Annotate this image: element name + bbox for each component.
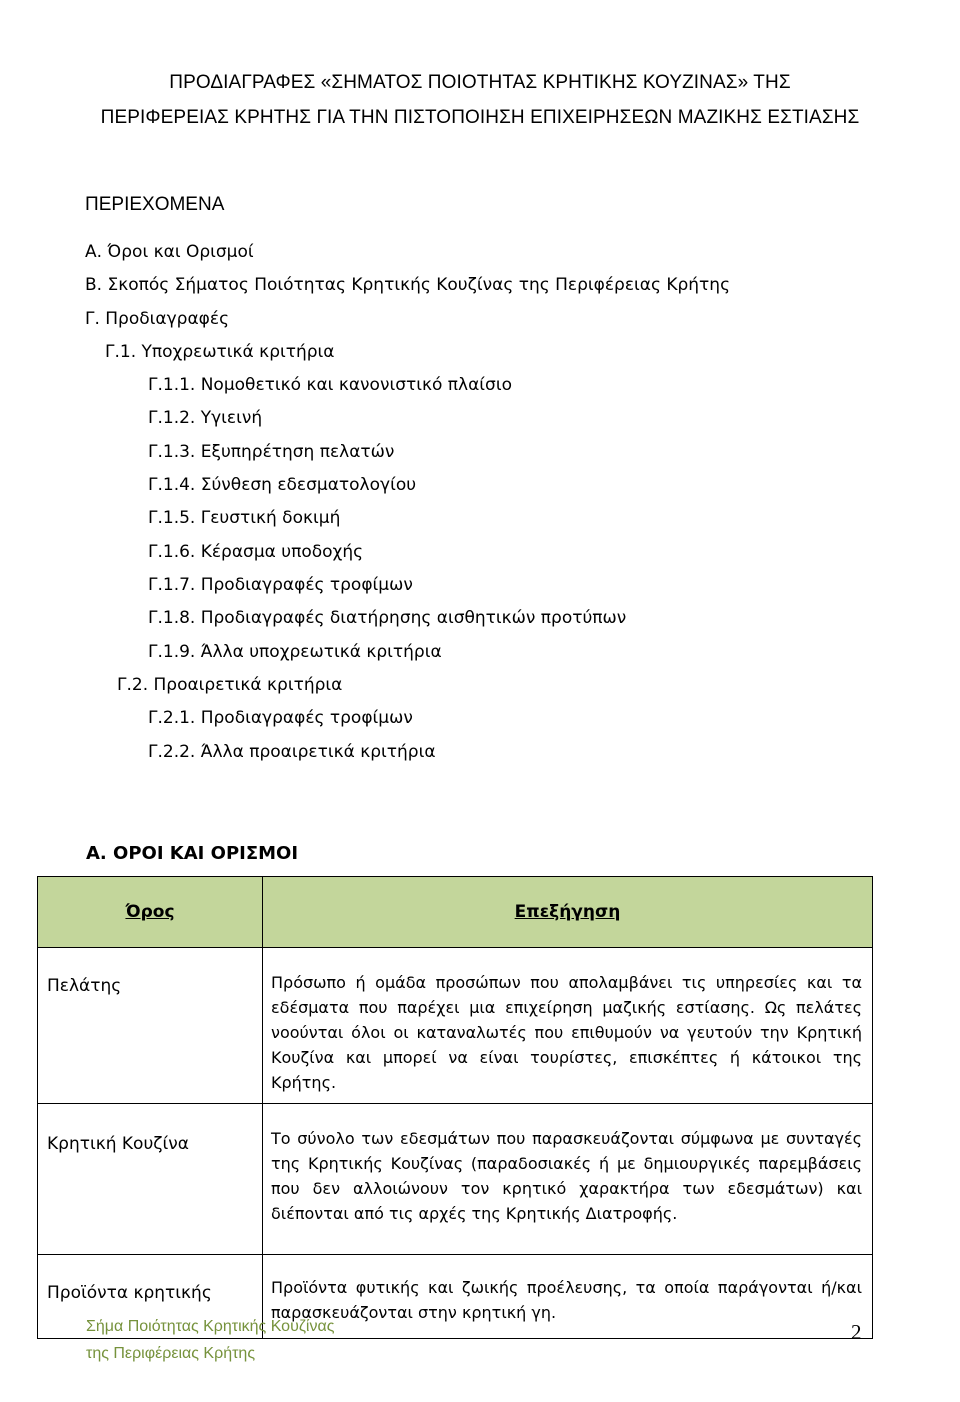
explanation-cell: Πρόσωπο ή ομάδα προσώπων που απολαμβάνει τις υπηρεσίες και τα εδέσματα που παρέχει μια επιχείρηση μαζικής εστίασης. Ως πελάτες νοούνται όλοι οι καταναλωτές που επιθυμούν να γευτούν την Κρητική Κουζίνα και μπορεί να είναι τουρίστες, επισκέπτες ή κάτοικοι της Κρήτης.	[263, 948, 873, 1104]
toc-entry-c1-9: Γ.1.9. Άλλα υποχρεωτικά κριτήρια	[148, 642, 442, 662]
section-a-heading: Α. ΟΡΟΙ ΚΑΙ ΟΡΙΣΜΟΙ	[86, 843, 299, 864]
footer-brand-line-1: Σήμα Ποιότητας Κρητικής Κουζίνας	[86, 1318, 335, 1335]
page-number: 2	[851, 1320, 862, 1344]
term-cell: Κρητική Κουζίνα	[38, 1104, 263, 1255]
toc-entry-c1-1: Γ.1.1. Νομοθετικό και κανονιστικό πλαίσιο	[148, 375, 512, 395]
toc-entry-c1-7: Γ.1.7. Προδιαγραφές τροφίμων	[148, 575, 413, 595]
toc-entry-c1-3: Γ.1.3. Εξυπηρέτηση πελατών	[148, 442, 395, 462]
toc-heading: ΠΕΡΙΕΧΟΜΕΝΑ	[85, 194, 225, 215]
table-header-row	[38, 877, 873, 948]
toc-entry-c2-1: Γ.2.1. Προδιαγραφές τροφίμων	[148, 708, 413, 728]
explanation-cell: Προϊόντα φυτικής και ζωικής προέλευσης, τα οποία παράγονται ή/και παρασκευάζονται στην κρητική γη.	[263, 1255, 873, 1339]
table-row	[38, 948, 873, 1104]
toc-entry-c1: Γ.1. Υποχρεωτικά κριτήρια	[105, 342, 335, 362]
table-row	[38, 1104, 873, 1255]
document-title-line-1: ΠΡΟΔΙΑΓΡΑΦΕΣ «ΣΗΜΑΤΟΣ ΠΟΙΟΤΗΤΑΣ ΚΡΗΤΙΚΗΣ ΚΟΥΖΙΝΑΣ» ΤΗΣ	[169, 72, 791, 93]
toc-entry-c2-2: Γ.2.2. Άλλα προαιρετικά κριτήρια	[148, 742, 436, 762]
toc-entry-c1-8: Γ.1.8. Προδιαγραφές διατήρησης αισθητικών προτύπων	[148, 608, 627, 628]
term-cell: Πελάτης	[38, 948, 263, 1104]
term-cell: Προϊόντα κρητικής	[38, 1255, 263, 1339]
footer-brand-line-2: της Περιφέρειας Κρήτης	[86, 1345, 256, 1362]
explanation-cell: Το σύνολο των εδεσμάτων που παρασκευάζονται σύμφωνα με συνταγές της Κρητικής Κουζίνας (παραδοσιακές ή με δημιουργικές παρεμβάσεις που δεν αλλοιώνουν τον κρητικό χαρακτήρα των εδεσμάτων) και διέπονται από τις αρχές της Κρητικής Διατροφής.	[263, 1104, 873, 1255]
header-explanation: Επεξήγηση	[263, 877, 873, 948]
document-title-line-2: ΠΕΡΙΦΕΡΕΙΑΣ ΚΡΗΤΗΣ ΓΙΑ ΤΗΝ ΠΙΣΤΟΠΟΙΗΣΗ ΕΠΙΧΕΙΡΗΣΕΩΝ ΜΑΖΙΚΗΣ ΕΣΤΙΑΣΗΣ	[100, 107, 860, 128]
toc-entry-c: Γ. Προδιαγραφές	[85, 309, 230, 329]
terms-table	[37, 876, 873, 1339]
toc-entry-c1-6: Γ.1.6. Κέρασμα υποδοχής	[148, 542, 364, 562]
toc-entry-c1-5: Γ.1.5. Γευστική δοκιμή	[148, 508, 341, 528]
header-term: Όρος	[38, 877, 263, 948]
toc-entry-c1-4: Γ.1.4. Σύνθεση εδεσματολογίου	[148, 475, 417, 495]
toc-entry-a: Α. Όροι και Ορισμοί	[85, 242, 254, 262]
toc-entry-b: Β. Σκοπός Σήματος Ποιότητας Κρητικής Κουζίνας της Περιφέρειας Κρήτης	[85, 275, 731, 295]
toc-entry-c2: Γ.2. Προαιρετικά κριτήρια	[117, 675, 343, 695]
toc-entry-c1-2: Γ.1.2. Υγιεινή	[148, 408, 263, 428]
